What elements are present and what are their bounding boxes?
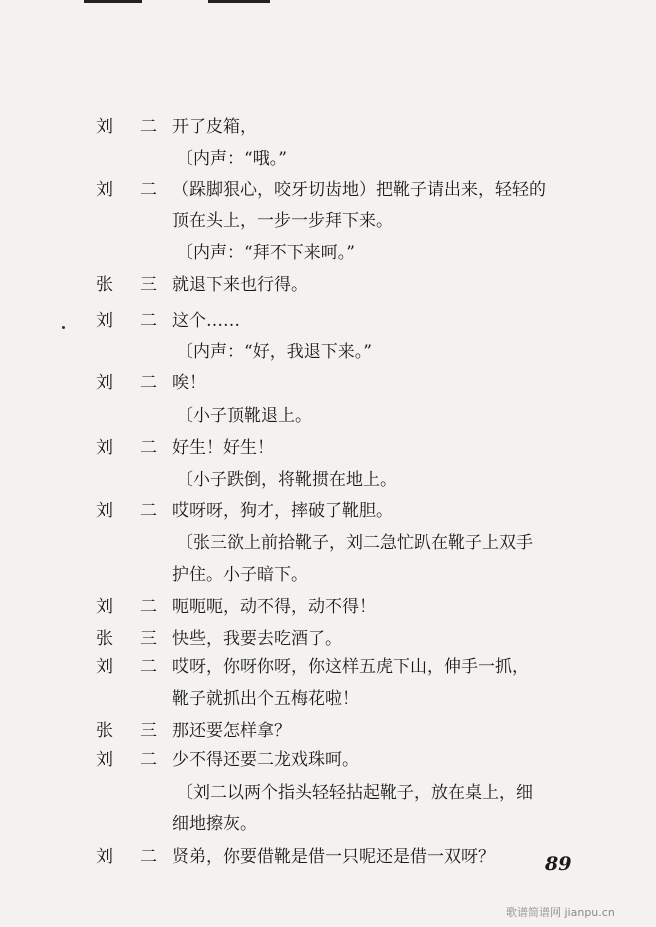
script-line: [0, 778, 656, 808]
script-line: [0, 112, 656, 142]
speaker-name: 刘 二: [96, 311, 157, 331]
dialogue-text: 贤弟，你要借靴是借一只呢还是借一双呀？: [172, 847, 495, 867]
speaker-name: 刘 二: [96, 597, 157, 617]
script-line: [0, 337, 656, 367]
script-line: [0, 624, 656, 654]
script-line: [0, 238, 656, 268]
watermark: 歌谱简谱网 jianpu.cn: [506, 906, 615, 919]
script-line: [0, 809, 656, 839]
script-line: [0, 306, 656, 336]
page-number: 89: [545, 853, 572, 875]
stage-direction: 〔内声：“哦。”: [176, 149, 287, 169]
dialogue-text: 开了皮箱，: [172, 117, 257, 137]
script-line: [0, 206, 656, 236]
continuation-text: 细地擦灰。: [172, 814, 257, 834]
speaker-name: 刘 二: [96, 750, 157, 770]
script-line: [0, 684, 656, 714]
dialogue-text: 那还要怎样拿？: [172, 721, 291, 741]
speaker-name: 刘 二: [96, 657, 157, 677]
speaker-name: 刘 二: [96, 117, 157, 137]
dialogue-text: 少不得还要二龙戏珠呵。: [172, 750, 359, 770]
script-line: [0, 528, 656, 558]
dialogue-text: 就退下来也行得。: [172, 275, 308, 295]
script-line: [0, 144, 656, 174]
script-line: [0, 401, 656, 431]
speaker-name: 刘 二: [96, 180, 157, 200]
speaker-name: 张 三: [96, 721, 157, 741]
speaker-name: 张 三: [96, 275, 157, 295]
top-edge-mark-left: [84, 0, 142, 3]
script-line: [0, 745, 656, 775]
dialogue-text: （跺脚狠心，咬牙切齿地）把靴子请出来，轻轻的: [172, 180, 546, 200]
stage-direction: 〔刘二以两个指头轻轻拈起靴子，放在桌上，细: [176, 783, 533, 803]
top-edge-mark-right: [208, 0, 270, 3]
continuation-text: 护住。小子暗下。: [172, 565, 308, 585]
speaker-name: 刘 二: [96, 501, 157, 521]
continuation-text: 顶在头上，一步一步拜下来。: [172, 211, 393, 231]
dialogue-text: 哎呀，你呀你呀，你这样五虎下山，伸手一抓，: [172, 657, 529, 677]
script-line: [0, 496, 656, 526]
dialogue-text: 这个……: [172, 311, 240, 331]
stage-direction: 〔内声：“拜不下来呵。”: [176, 243, 355, 263]
speaker-name: 刘 二: [96, 373, 157, 393]
script-line: [0, 433, 656, 463]
stage-direction: 〔小子跌倒，将靴掼在地上。: [176, 470, 397, 490]
script-line: [0, 560, 656, 590]
script-line: [0, 368, 656, 398]
dialogue-text: 唉！: [172, 373, 206, 393]
script-line: [0, 270, 656, 300]
stage-direction: 〔内声：“好，我退下来。”: [176, 342, 372, 362]
continuation-text: 靴子就抓出个五梅花啦！: [172, 689, 359, 709]
dialogue-text: 哎呀呀，狗才，摔破了靴胆。: [172, 501, 393, 521]
stage-direction: 〔张三欲上前拾靴子，刘二急忙趴在靴子上双手: [176, 533, 533, 553]
speaker-name: 张 三: [96, 629, 157, 649]
script-line: [0, 652, 656, 682]
script-line: [0, 465, 656, 495]
dialogue-text: 快些，我要去吃酒了。: [172, 629, 342, 649]
speaker-name: 刘 二: [96, 438, 157, 458]
speaker-name: 刘 二: [96, 847, 157, 867]
script-line: [0, 592, 656, 622]
dialogue-text: 呃呃呃，动不得，动不得！: [172, 597, 376, 617]
script-line: [0, 716, 656, 746]
dialogue-text: 好生！好生！: [172, 438, 274, 458]
stage-direction: 〔小子顶靴退上。: [176, 406, 312, 426]
script-line: [0, 175, 656, 205]
